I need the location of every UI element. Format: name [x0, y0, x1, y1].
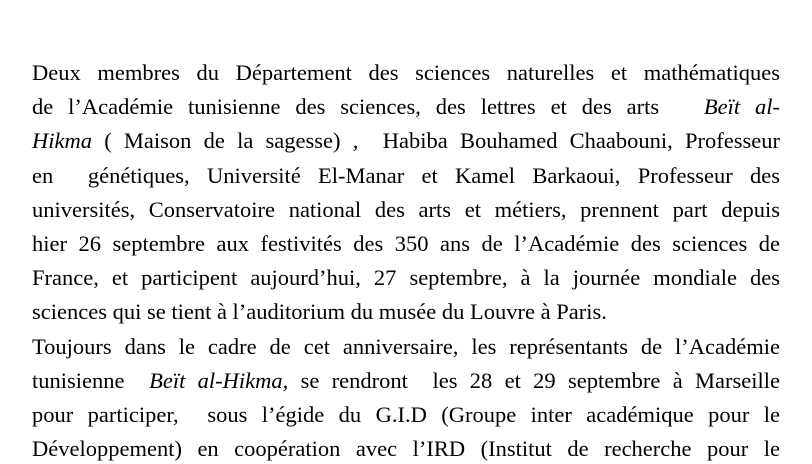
text-line [32, 366, 780, 396]
line-text: de l’Académie tunisienne des sciences, des lettres et des arts [32, 94, 704, 120]
line-text: Développement) en coopération avec l’IRD (Institut de recherche pour le [32, 436, 780, 462]
line-text: hier 26 septembre aux festivités des 350 ans de l’Académie des sciences de [32, 231, 780, 256]
line-text: en génétiques, Université El-Manar et Kamel Barkaoui, Professeur des [32, 162, 780, 188]
line-text: ( Maison de la sagesse) [92, 128, 353, 154]
line-text: Habiba Bouhamed Chaabouni, Professeur [358, 128, 780, 154]
text-line [32, 195, 780, 225]
text-line [32, 161, 780, 191]
line-text: sciences qui se tient à l’auditorium du musée du Louvre à Paris. [32, 299, 607, 325]
line-text: tunisienne [32, 367, 150, 393]
text-line [32, 229, 780, 259]
text-line [32, 400, 780, 430]
line-text: Deux membres du Département des sciences naturelles et mathématiques [32, 60, 780, 85]
italic-text: Beït al- [703, 94, 780, 120]
italic-text: Hikma [32, 128, 92, 154]
text-line [32, 92, 780, 122]
line-text: France, et participent aujourd’hui, 27 septembre, à la journée mondiale des [32, 265, 780, 291]
italic-text: Beït al-Hikma, [149, 367, 289, 393]
text-line [32, 263, 780, 293]
text-line [32, 126, 780, 156]
line-text: pour participer, sous l’égide du G.I.D (Groupe inter académique pour le [32, 402, 780, 427]
line-text: universités, Conservatoire national des arts et métiers, prennent part depuis [32, 196, 780, 222]
line-text: se rendront les 28 et 29 septembre à Marseille [288, 367, 780, 393]
text-line [32, 297, 780, 327]
text-line [32, 434, 780, 464]
italic-text: , [352, 128, 359, 154]
line-text: Toujours dans le cadre de cet anniversaire, les représentants de l’Académie [32, 333, 780, 359]
text-line [32, 332, 780, 362]
text-line [32, 58, 780, 88]
